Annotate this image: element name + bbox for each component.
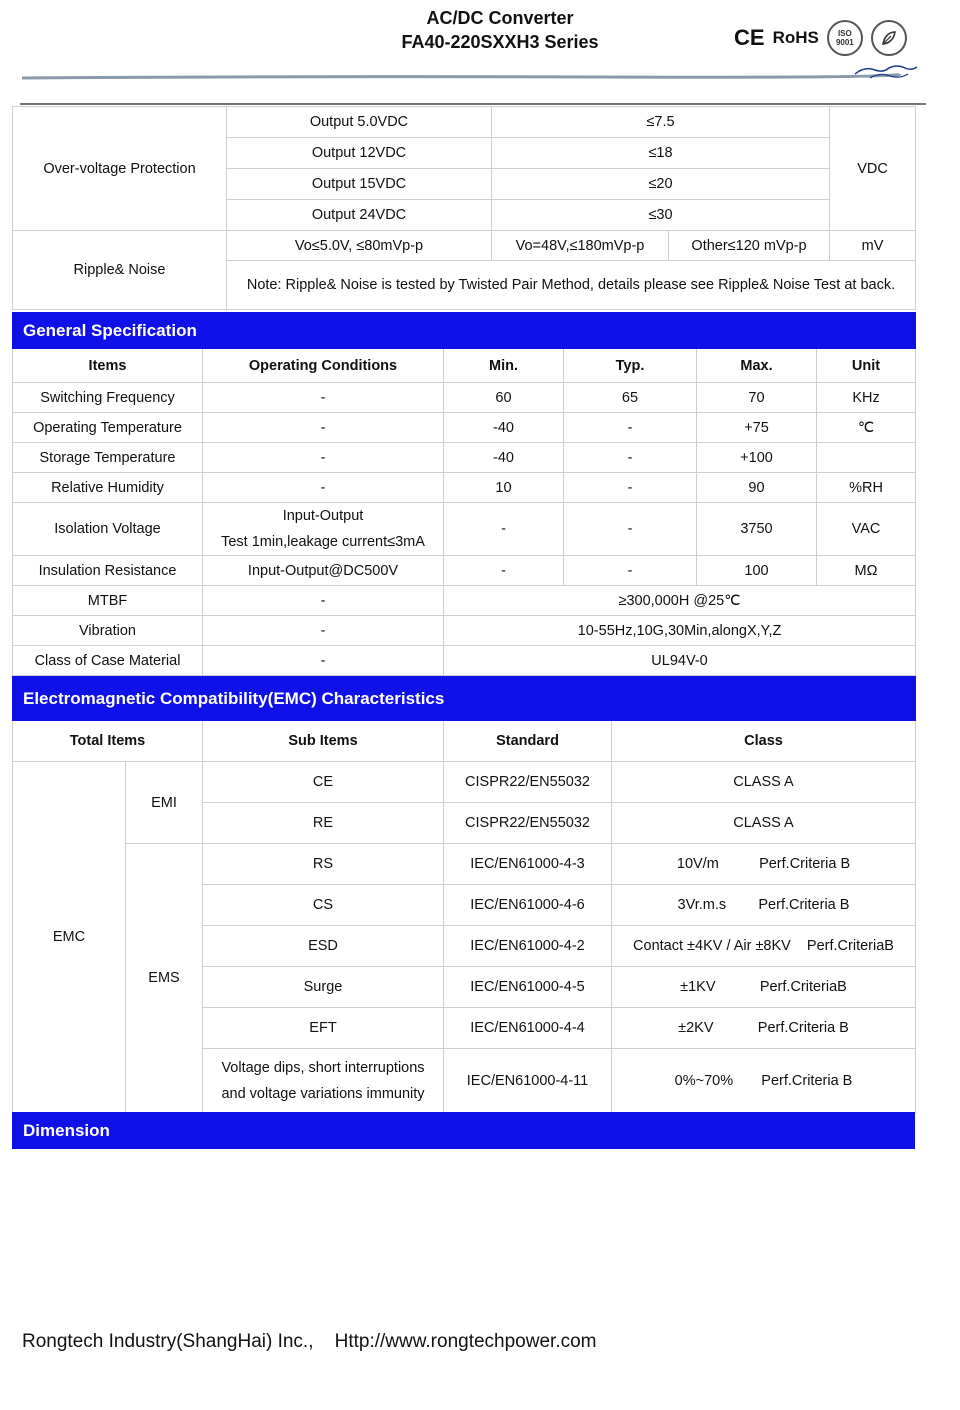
standard: IEC/EN61000-4-3 [444, 844, 612, 885]
header-cell: Unit [817, 349, 916, 383]
table-row [13, 646, 916, 676]
general-section-title: General Specification [13, 313, 916, 349]
sub-item: CE [203, 762, 444, 803]
dips-sub2: and voltage variations immunity [221, 1085, 425, 1102]
header-cell: Class [612, 721, 916, 762]
cell: - [564, 413, 697, 443]
cell: - [444, 556, 564, 586]
cell: - [444, 503, 564, 556]
footer: Rongtech Industry(ShangHai) Inc., Http://www.rongtechpower.com [22, 1331, 597, 1352]
emc-section-title: Electromagnetic Compatibility(EMC) Characteristics [13, 677, 916, 721]
emi-label: EMI [126, 762, 203, 844]
cell: - [564, 556, 697, 586]
ovp-value: ≤18 [492, 138, 830, 169]
cell: Class of Case Material [13, 646, 203, 676]
cell: - [203, 383, 444, 413]
cell: +75 [697, 413, 817, 443]
ovp-output: Output 12VDC [227, 138, 492, 169]
cell: 10 [444, 473, 564, 503]
standard: IEC/EN61000-4-2 [444, 926, 612, 967]
cell: Operating Temperature [13, 413, 203, 443]
emc-total: EMC [13, 762, 126, 1113]
ovp-value: ≤20 [492, 169, 830, 200]
header-cell: Min. [444, 349, 564, 383]
ripple-unit: mV [830, 231, 916, 261]
header-cell: Sub Items [203, 721, 444, 762]
sub-item: ESD [203, 926, 444, 967]
standard: CISPR22/EN55032 [444, 803, 612, 844]
header-cell: Typ. [564, 349, 697, 383]
cell: - [203, 586, 444, 616]
header-line2: FA40-220SXXH3 Series [401, 32, 599, 52]
table-row [13, 383, 916, 413]
ovp-output: Output 24VDC [227, 200, 492, 231]
table-row [13, 586, 916, 616]
dips-sub1: Voltage dips, short interruptions [221, 1059, 425, 1076]
cell: - [203, 473, 444, 503]
sub-item: RE [203, 803, 444, 844]
cell: ≥300,000H @25℃ [444, 586, 916, 616]
sub-item: CS [203, 885, 444, 926]
cell: 90 [697, 473, 817, 503]
cell: - [564, 443, 697, 473]
cell: VAC [817, 503, 916, 556]
cell: 100 [697, 556, 817, 586]
header-cell: Max. [697, 349, 817, 383]
sub-item: Surge [203, 967, 444, 1008]
class: CLASS A [612, 762, 916, 803]
ovp-value: ≤30 [492, 200, 830, 231]
cell: 10-55Hz,10G,30Min,alongX,Y,Z [444, 616, 916, 646]
class: 0%~70% Perf.Criteria B [612, 1049, 916, 1113]
isolation-cond2: Test 1min,leakage current≤3mA [221, 534, 425, 550]
standard: IEC/EN61000-4-5 [444, 967, 612, 1008]
cell: - [203, 443, 444, 473]
cell: Vibration [13, 616, 203, 646]
ovp-output: Output 15VDC [227, 169, 492, 200]
table-row [13, 443, 916, 473]
cell: - [564, 503, 697, 556]
cell: 70 [697, 383, 817, 413]
cell: -40 [444, 443, 564, 473]
ems-label: EMS [126, 844, 203, 1113]
table-row [13, 503, 916, 556]
class: CLASS A [612, 803, 916, 844]
cell: Isolation Voltage [13, 503, 203, 556]
sub-item: RS [203, 844, 444, 885]
cert-logos [734, 20, 907, 56]
sub-item [203, 1049, 444, 1113]
iso-seal: ISO 9001 [827, 20, 863, 56]
ripple-c3: Other≤120 mVp-p [669, 231, 830, 261]
cell: ℃ [817, 413, 916, 443]
class: 10V/m Perf.Criteria B [612, 844, 916, 885]
standard: IEC/EN61000-4-6 [444, 885, 612, 926]
cell: - [564, 473, 697, 503]
sub-item: EFT [203, 1008, 444, 1049]
leaf-seal-icon [871, 20, 907, 56]
cell: - [203, 413, 444, 443]
ripple-label: Ripple& Noise [13, 231, 227, 310]
standard: CISPR22/EN55032 [444, 762, 612, 803]
cell: 3750 [697, 503, 817, 556]
class: Contact ±4KV / Air ±8KV Perf.CriteriaB [612, 926, 916, 967]
cell: KHz [817, 383, 916, 413]
header-line1: AC/DC Converter [426, 8, 574, 28]
ovp-label: Over-voltage Protection [13, 107, 227, 231]
ovp-value: ≤7.5 [492, 107, 830, 138]
header-cell: Operating Conditions [203, 349, 444, 383]
dimension-table [12, 1112, 915, 1149]
isolation-cond1: Input-Output [282, 508, 364, 524]
cell: Switching Frequency [13, 383, 203, 413]
ce-mark: CE [734, 25, 765, 50]
cell: %RH [817, 473, 916, 503]
ripple-note: Note: Ripple& Noise is tested by Twisted Pair Method, details please see Ripple& Noise Test at back. [227, 261, 916, 310]
header-cell: Total Items [13, 721, 203, 762]
table-row [13, 413, 916, 443]
table-row [13, 473, 916, 503]
ripple-c1: Vo≤5.0V, ≤80mVp-p [227, 231, 492, 261]
standard: IEC/EN61000-4-4 [444, 1008, 612, 1049]
cell: Relative Humidity [13, 473, 203, 503]
header-rule [0, 60, 960, 110]
class: 3Vr.m.s Perf.Criteria B [612, 885, 916, 926]
ovp-ripple-table [12, 106, 916, 310]
cell: - [203, 616, 444, 646]
header-cell: Standard [444, 721, 612, 762]
cell: 65 [564, 383, 697, 413]
cell: - [203, 646, 444, 676]
general-spec-table [12, 312, 916, 676]
cell: 60 [444, 383, 564, 413]
class: ±1KV Perf.CriteriaB [612, 967, 916, 1008]
cell: -40 [444, 413, 564, 443]
table-row [13, 556, 916, 586]
dimension-section-title: Dimension [13, 1113, 915, 1149]
cell: Insulation Resistance [13, 556, 203, 586]
cell: UL94V-0 [444, 646, 916, 676]
cell [817, 443, 916, 473]
cell: MTBF [13, 586, 203, 616]
cell: Input-Output@DC500V [203, 556, 444, 586]
table-row [13, 616, 916, 646]
ovp-output: Output 5.0VDC [227, 107, 492, 138]
cell: Storage Temperature [13, 443, 203, 473]
emc-table [12, 676, 916, 1113]
class: ±2KV Perf.Criteria B [612, 1008, 916, 1049]
ripple-c2: Vo=48V,≤180mVp-p [492, 231, 669, 261]
ovp-unit: VDC [830, 107, 916, 231]
standard: IEC/EN61000-4-11 [444, 1049, 612, 1113]
cell: MΩ [817, 556, 916, 586]
rohs-mark: RoHS [772, 28, 819, 47]
header-cell: Items [13, 349, 203, 383]
cell [203, 503, 444, 556]
cell: +100 [697, 443, 817, 473]
